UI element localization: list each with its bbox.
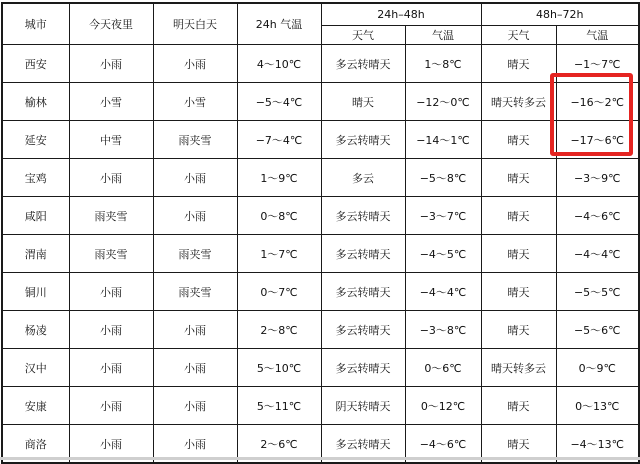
cell-temp-24h: 1～9℃ — [237, 159, 321, 197]
table-row — [2, 83, 639, 121]
cell-city: 延安 — [2, 121, 69, 159]
cell-temp-24h: 2～8℃ — [237, 311, 321, 349]
cell-tomorrow: 雨夹雪 — [153, 273, 237, 311]
header-period-48-72: 48h–72h — [481, 3, 639, 26]
cell-tonight: 小雨 — [69, 273, 153, 311]
cell-tonight: 小雨 — [69, 159, 153, 197]
cell-temp-48: −14～1℃ — [405, 121, 481, 159]
cell-temp-48: −3～7℃ — [405, 197, 481, 235]
cell-temp-72: −4～13℃ — [556, 425, 639, 464]
header-city: 城市 — [2, 3, 69, 45]
cell-city: 杨凌 — [2, 311, 69, 349]
cell-city: 宝鸡 — [2, 159, 69, 197]
cell-tonight: 中雪 — [69, 121, 153, 159]
cell-temp-72: −5～6℃ — [556, 311, 639, 349]
cell-temp-72: −5～5℃ — [556, 273, 639, 311]
cell-tonight: 小雨 — [69, 425, 153, 464]
cell-temp-24h: 0～8℃ — [237, 197, 321, 235]
cell-weather-48: 多云转晴天 — [321, 197, 405, 235]
header-tomorrow-day: 明天白天 — [153, 3, 237, 45]
table-row — [2, 235, 639, 273]
table-row — [2, 121, 639, 159]
cell-city: 商洛 — [2, 425, 69, 464]
cell-temp-48: −4～4℃ — [405, 273, 481, 311]
cell-weather-72: 晴天转多云 — [481, 349, 556, 387]
cell-weather-48: 多云转晴天 — [321, 311, 405, 349]
weather-forecast-table-container — [1, 2, 638, 464]
cell-temp-24h: 5～11℃ — [237, 387, 321, 425]
cell-tonight: 小雨 — [69, 349, 153, 387]
cell-tomorrow: 雨夹雪 — [153, 235, 237, 273]
cell-temp-24h: 5～10℃ — [237, 349, 321, 387]
cell-tomorrow: 小雪 — [153, 83, 237, 121]
weather-forecast-table — [1, 2, 640, 464]
cell-weather-72: 晴天 — [481, 45, 556, 83]
cell-tonight: 小雪 — [69, 83, 153, 121]
table-row — [2, 349, 639, 387]
table-row — [2, 159, 639, 197]
cell-tomorrow: 小雨 — [153, 45, 237, 83]
cell-temp-72: −16～2℃ — [556, 83, 639, 121]
cell-temp-24h: −7～4℃ — [237, 121, 321, 159]
cell-weather-48: 晴天 — [321, 83, 405, 121]
cell-weather-72: 晴天 — [481, 425, 556, 464]
cell-temp-48: −4～5℃ — [405, 235, 481, 273]
header-temp-72: 气温 — [556, 26, 639, 45]
cell-temp-72: 0～9℃ — [556, 349, 639, 387]
cell-weather-72: 晴天 — [481, 197, 556, 235]
cell-temp-72: 0～13℃ — [556, 387, 639, 425]
cell-temp-72: −17～6℃ — [556, 121, 639, 159]
cell-tomorrow: 小雨 — [153, 387, 237, 425]
cell-tonight: 小雨 — [69, 387, 153, 425]
cell-city: 榆林 — [2, 83, 69, 121]
cell-weather-72: 晴天 — [481, 273, 556, 311]
cell-tonight: 小雨 — [69, 311, 153, 349]
cell-weather-48: 多云转晴天 — [321, 121, 405, 159]
cell-city: 渭南 — [2, 235, 69, 273]
cell-temp-72: −3～9℃ — [556, 159, 639, 197]
cell-tonight: 雨夹雪 — [69, 235, 153, 273]
cell-temp-72: −4～4℃ — [556, 235, 639, 273]
cell-weather-48: 多云转晴天 — [321, 425, 405, 464]
cell-weather-48: 阴天转晴天 — [321, 387, 405, 425]
header-temp-24h: 24h 气温 — [237, 3, 321, 45]
cell-weather-48: 多云转晴天 — [321, 349, 405, 387]
cell-weather-48: 多云转晴天 — [321, 273, 405, 311]
cell-temp-48: 1～8℃ — [405, 45, 481, 83]
cell-weather-48: 多云 — [321, 159, 405, 197]
cell-temp-72: −4～6℃ — [556, 197, 639, 235]
header-weather-72: 天气 — [481, 26, 556, 45]
table-row — [2, 197, 639, 235]
cell-city: 铜川 — [2, 273, 69, 311]
header-row-top — [2, 3, 639, 26]
cell-tonight: 雨夹雪 — [69, 197, 153, 235]
cell-temp-24h: 4～10℃ — [237, 45, 321, 83]
cell-weather-72: 晴天 — [481, 311, 556, 349]
cell-weather-72: 晴天 — [481, 121, 556, 159]
cell-weather-48: 多云转晴天 — [321, 235, 405, 273]
cell-city: 咸阳 — [2, 197, 69, 235]
cell-temp-24h: 2～6℃ — [237, 425, 321, 464]
header-tonight: 今天夜里 — [69, 3, 153, 45]
header-weather-48: 天气 — [321, 26, 405, 45]
cell-city: 安康 — [2, 387, 69, 425]
cell-temp-48: 0～12℃ — [405, 387, 481, 425]
cell-temp-48: −12～0℃ — [405, 83, 481, 121]
cell-tomorrow: 小雨 — [153, 349, 237, 387]
cell-temp-48: 0～6℃ — [405, 349, 481, 387]
cell-weather-72: 晴天 — [481, 159, 556, 197]
cell-tomorrow: 小雨 — [153, 159, 237, 197]
cell-temp-48: −3～8℃ — [405, 311, 481, 349]
cell-tomorrow: 小雨 — [153, 311, 237, 349]
table-row — [2, 387, 639, 425]
cell-weather-72: 晴天 — [481, 235, 556, 273]
cell-tomorrow: 小雨 — [153, 425, 237, 464]
cell-temp-48: −5～8℃ — [405, 159, 481, 197]
cell-temp-72: −1～7℃ — [556, 45, 639, 83]
cell-temp-24h: 1～7℃ — [237, 235, 321, 273]
cell-tomorrow: 雨夹雪 — [153, 121, 237, 159]
cell-temp-48: −4～6℃ — [405, 425, 481, 464]
cell-tonight: 小雨 — [69, 45, 153, 83]
cell-tomorrow: 小雨 — [153, 197, 237, 235]
cell-temp-24h: −5～4℃ — [237, 83, 321, 121]
cell-weather-72: 晴天 — [481, 387, 556, 425]
cell-city: 西安 — [2, 45, 69, 83]
table-row — [2, 273, 639, 311]
cell-weather-72: 晴天转多云 — [481, 83, 556, 121]
table-row — [2, 45, 639, 83]
cell-city: 汉中 — [2, 349, 69, 387]
header-period-24-48: 24h–48h — [321, 3, 481, 26]
table-row — [2, 311, 639, 349]
header-temp-48: 气温 — [405, 26, 481, 45]
cell-weather-48: 多云转晴天 — [321, 45, 405, 83]
cell-temp-24h: 0～7℃ — [237, 273, 321, 311]
